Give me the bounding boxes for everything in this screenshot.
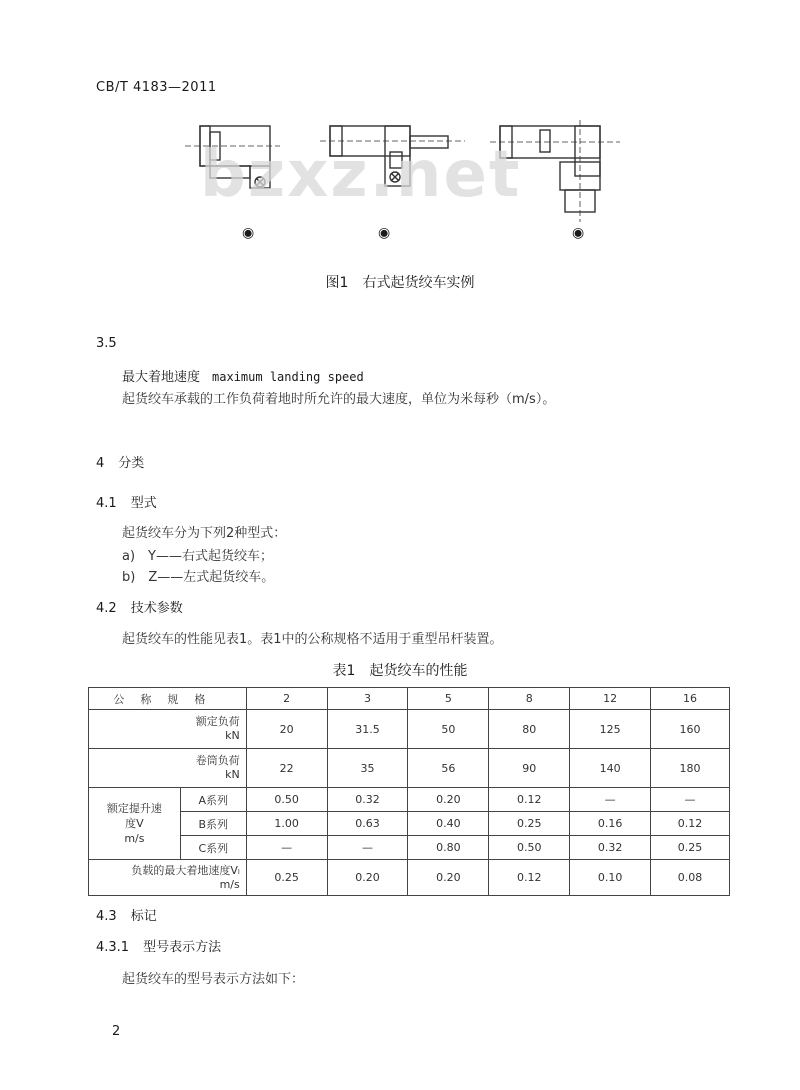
chapter-title: 分类 <box>118 456 145 471</box>
row-group-label <box>89 788 181 860</box>
chapter-number: 4 <box>96 456 105 471</box>
row-label-unit: m/s <box>124 832 145 845</box>
table-cell: 0.32 <box>327 788 408 812</box>
spec-cell: 16 <box>651 688 730 710</box>
table-cell: 0.40 <box>408 812 489 836</box>
row-label-line: 度V <box>125 817 144 830</box>
table-header-row <box>89 688 730 710</box>
row-label-line: 额定负荷 <box>195 715 240 728</box>
paragraph: 起货绞车的性能见表1。表1中的公称规格不适用于重型吊杆装置。 <box>122 632 503 647</box>
table-cell: 0.08 <box>651 860 730 896</box>
table-cell: 160 <box>651 710 730 749</box>
section-heading <box>96 905 157 924</box>
table-row <box>89 812 730 836</box>
table-cell: 0.12 <box>651 812 730 836</box>
paragraph: 起货绞车的型号表示方法如下： <box>122 972 305 987</box>
table-cell: 0.12 <box>489 788 570 812</box>
spec-cell: 2 <box>246 688 327 710</box>
table-cell: 0.50 <box>489 836 570 860</box>
list-item: b) Z——左式起货绞车。 <box>122 570 275 585</box>
table-cell: 90 <box>489 749 570 788</box>
row-label-line: 负载的最大着地速度Vₗ <box>131 863 240 877</box>
section-title: 型式 <box>130 496 157 511</box>
table-cell: 50 <box>408 710 489 749</box>
page-number: 2 <box>112 1024 121 1039</box>
table-cell: 0.80 <box>408 836 489 860</box>
table-cell: 80 <box>489 710 570 749</box>
table-row <box>89 710 730 749</box>
list-item: a) Y——右式起货绞车； <box>122 549 273 564</box>
term-english: maximum landing speed <box>212 370 364 384</box>
table-cell: 0.25 <box>246 860 327 896</box>
table-cell: 180 <box>651 749 730 788</box>
table-cell: — <box>570 788 651 812</box>
eye-icon: ◉ <box>572 225 585 241</box>
section-title: 技术参数 <box>130 601 183 616</box>
subsection-heading <box>96 936 221 955</box>
table-cell: 0.20 <box>327 860 408 896</box>
table-cell: 31.5 <box>327 710 408 749</box>
table-cell: 125 <box>570 710 651 749</box>
table-cell: 56 <box>408 749 489 788</box>
table-cell: — <box>327 836 408 860</box>
header-label: 公称规格 <box>89 688 247 710</box>
series-label: B系列 <box>180 812 246 836</box>
paragraph: 起货绞车分为下列2种型式： <box>122 526 287 541</box>
table-caption: 表1 起货绞车的性能 <box>332 663 468 679</box>
series-label: C系列 <box>180 836 246 860</box>
row-label-unit: kN <box>225 729 240 742</box>
table-cell: 0.32 <box>570 836 651 860</box>
term-line <box>122 366 364 385</box>
performance-table <box>88 687 730 896</box>
eye-icon: ◉ <box>242 225 255 241</box>
term-definition: 起货绞车承载的工作负荷着地时所允许的最大速度，单位为米每秒（m/s）。 <box>122 392 556 407</box>
table-cell: 0.12 <box>489 860 570 896</box>
term-chinese: 最大着地速度 <box>122 370 201 385</box>
spec-cell: 5 <box>408 688 489 710</box>
row-label <box>89 749 247 788</box>
table-cell: 20 <box>246 710 327 749</box>
spec-cell: 3 <box>327 688 408 710</box>
table-cell: 0.16 <box>570 812 651 836</box>
table-row <box>89 836 730 860</box>
section-number: 4.1 <box>96 496 117 511</box>
table-cell: 0.25 <box>489 812 570 836</box>
table-cell: 0.10 <box>570 860 651 896</box>
row-label-unit: kN <box>225 768 240 781</box>
chapter-heading <box>96 452 144 471</box>
table-cell: 0.20 <box>408 860 489 896</box>
table-cell: — <box>651 788 730 812</box>
table-cell: 1.00 <box>246 812 327 836</box>
section-heading <box>96 597 183 616</box>
standard-code: CB/T 4183—2011 <box>96 80 217 95</box>
section-number: 4.2 <box>96 601 117 616</box>
section-number: 4.3 <box>96 909 117 924</box>
spec-cell: 12 <box>570 688 651 710</box>
eye-icon: ◉ <box>378 225 391 241</box>
section-heading <box>96 492 157 511</box>
table-cell: 0.50 <box>246 788 327 812</box>
section-title: 标记 <box>130 909 157 924</box>
row-label <box>89 860 247 896</box>
row-label-line: 额定提升速 <box>106 802 162 815</box>
section-number: 4.3.1 <box>96 940 130 955</box>
spec-cell: 8 <box>489 688 570 710</box>
section-title: 型号表示方法 <box>143 940 222 955</box>
table-cell: 0.20 <box>408 788 489 812</box>
row-label <box>89 710 247 749</box>
table-cell: 22 <box>246 749 327 788</box>
table-cell: 0.63 <box>327 812 408 836</box>
row-label-unit: m/s <box>219 877 240 891</box>
watermark: bzxz.net <box>200 138 522 212</box>
table-cell: 0.25 <box>651 836 730 860</box>
row-label-line: 卷筒负荷 <box>195 754 240 767</box>
table-row <box>89 788 730 812</box>
table-cell: — <box>246 836 327 860</box>
table-row <box>89 749 730 788</box>
table-cell: 35 <box>327 749 408 788</box>
section-number: 3.5 <box>96 336 117 351</box>
series-label: A系列 <box>180 788 246 812</box>
table-cell: 140 <box>570 749 651 788</box>
figure-caption: 图1 右式起货绞车实例 <box>325 275 475 291</box>
table-row <box>89 860 730 896</box>
